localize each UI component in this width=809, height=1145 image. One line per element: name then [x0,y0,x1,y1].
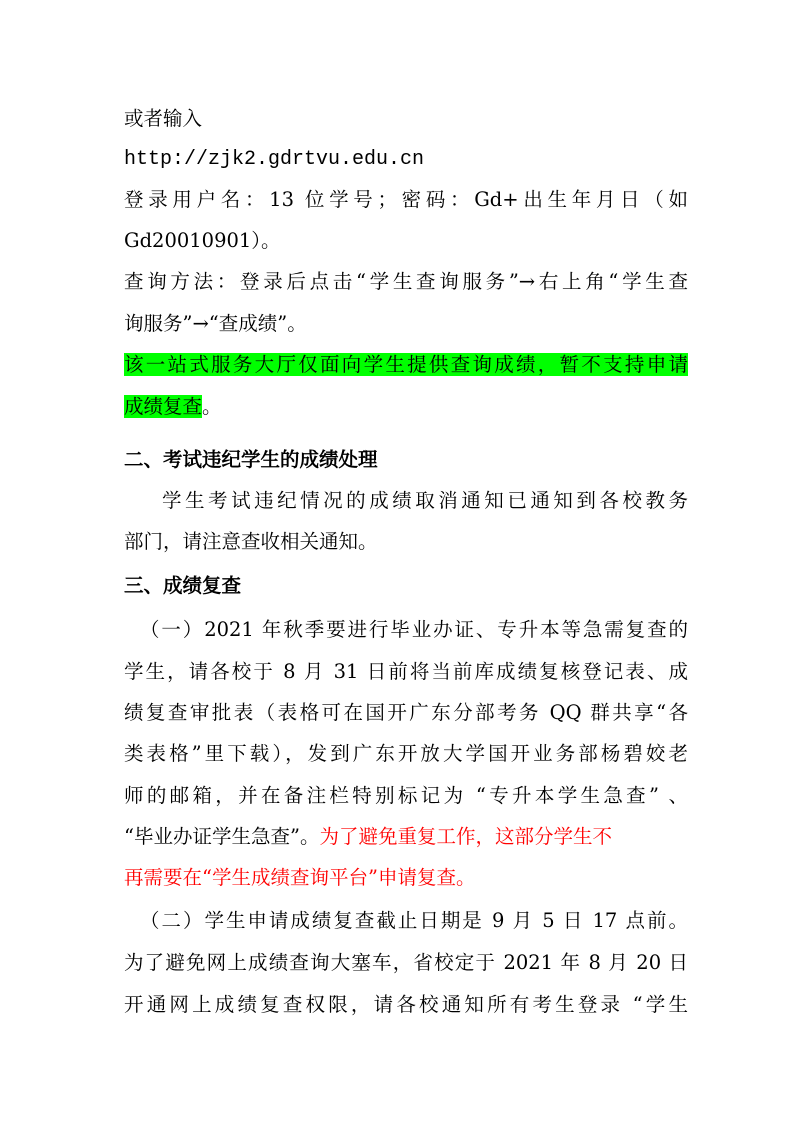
section-3b-line-1: （二）学生申请成绩复查截止日期是 9 月 5 日 17 点前。 [140,909,688,932]
section-3b-line-3: 开通网上成绩复查权限，请各校通知所有考生登录 “学生 [124,993,688,1016]
punctuation: 。 [202,395,222,418]
section-3a-line-5: 师的邮箱，并在备注栏特别标记为 “专升本学生急查” 、 [124,784,688,807]
query-method-line-2: 询服务”→“查成绩”。 [124,312,307,335]
section-3a-line-3: 绩复查审批表（表格可在国开广东分部考务 QQ 群共享“各 [124,701,688,724]
section-3a-line-2: 学生，请各校于 8 月 31 日前将当前库成绩复核登记表、成 [124,660,688,683]
section-2-line-2: 部门，请注意查收相关通知。 [124,530,378,553]
emphasis-text: 为了避免重复工作，这部分学生不 [319,825,612,848]
section-3a-line-1: （一）2021 年秋季要进行毕业办证、专升本等急需复查的 [140,618,688,641]
url-link[interactable]: http://zjk2.gdrtvu.edu.cn [124,148,425,171]
section-heading-3: 三、成绩复查 [124,574,242,597]
query-method-line-1: 查询方法：登录后点击“学生查询服务”→右上角“学生查 [124,270,688,293]
login-instruction-line-2: Gd20010901）。 [124,229,281,252]
section-heading-2: 二、考试违纪学生的成绩处理 [124,448,378,471]
highlighted-text: 该一站式服务大厅仅面向学生提供查询成绩，暂不支持申请 [124,353,688,376]
section-3a-line-4: 类表格”里下载），发到广东开放大学国开业务部杨碧姣老 [124,742,688,765]
paragraph-intro: 或者输入 [124,107,203,130]
login-instruction-line-1: 登录用户名：13 位学号；密码：Gd+出生年月日（如 [124,188,688,211]
quoted-label: “毕业办证学生急查”。 [124,825,320,848]
section-2-line-1: 学生考试违纪情况的成绩取消通知已通知到各校教务 [162,489,688,512]
highlight-notice-line-2 [124,391,688,423]
section-3b-line-2: 为了避免网上成绩查询大塞车，省校定于 2021 年 8 月 20 日 [124,951,688,974]
highlight-notice-line-1 [124,349,688,381]
highlighted-text: 成绩复查 [124,395,203,418]
section-3a-line-7: 再需要在“学生成绩查询平台”申请复查。 [124,866,476,889]
section-3a-line-6 [124,821,688,853]
